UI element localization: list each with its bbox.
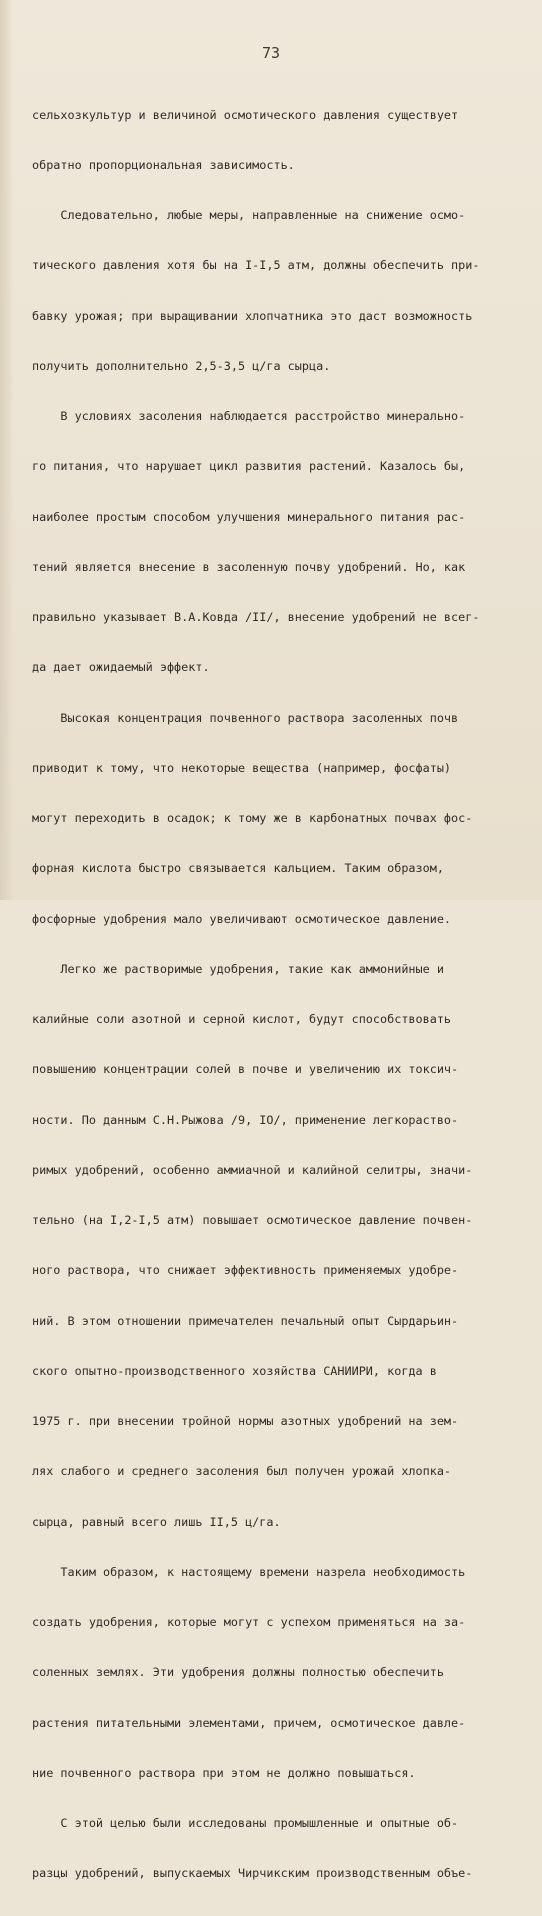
text-line: да дает ожидаемый эффект. [32,660,210,675]
text-line: ного раствора, что снижает эффективность применяемых удобре- [32,1263,459,1278]
text-line: разцы удобрений, выпускаемых Чирчикским производственным объе- [32,1866,473,1881]
text-line: Легко же растворимые удобрения, такие как аммонийные и [32,961,444,976]
text-line: бавку урожая; при выращивании хлопчатника это даст возможность [32,308,473,323]
text-line: ности. По данным С.Н.Рыжова /9, IO/, применение легкораство- [32,1112,459,1127]
text-line: С этой целью были исследованы промышленные и опытные об- [32,1816,459,1830]
page-number: 73 [262,44,281,62]
text-line: тельно (на I,2-I,5 атм) повышает осмотическое давление почвен- [32,1213,473,1227]
text-line: римых удобрений, особенно аммиачной и калийной селитры, значи- [32,1162,473,1177]
text-line: ского опытно-производственного хозяйства САНИИРИ, когда в [32,1363,437,1378]
text-line: обратно пропорциональная зависимость. [32,157,295,172]
text-line: правильно указывает В.А.Ковда /II/, внесение удобрений не всег- [32,610,480,624]
text-line: ние почвенного раствора при этом не должно повышаться. [32,1765,416,1780]
text-line: могут переходить в осадок; к тому же в карбонатных почвах фос- [32,811,473,825]
text-line: соленных землях. Эти удобрения должны полностью обеспечить [32,1665,444,1680]
text-line: фосфорные удобрения мало увеличивают осмотическое давление. [32,911,452,926]
text-line: 1975 г. при внесении тройной нормы азотных удобрений на зем- [32,1414,459,1428]
text-line: форная кислота быстро связывается кальцием. Таким образом, [32,861,444,876]
text-line: сырца, равный всего лишь II,5 ц/га. [32,1514,281,1529]
text-line: создать удобрения, которые могут с успехом применяться на за- [32,1615,466,1629]
text-line: получить дополнительно 2,5-3,5 ц/га сырца. [32,358,331,373]
text-line: растения питательными элементами, причем, осмотическое давле- [32,1715,466,1730]
text-line: приводит к тому, что некоторые вещества (например, фосфаты) [32,760,452,775]
text-line: калийные соли азотной и серной кислот, будут способствовать [32,1012,452,1026]
text-line: тического давления хотя бы на I-I,5 атм, должны обеспечить при- [32,258,480,273]
text-line: Следовательно, любые меры, направленные на снижение осмо- [32,208,466,222]
text-line: го питания, что нарушает цикл развития растений. Казалось бы, [32,459,466,474]
text-line: Высокая концентрация почвенного раствора засоленных почв [32,710,459,725]
text-line: Таким образом, к настоящему времени назрела необходимость [32,1564,466,1579]
text-line: тений является внесение в засоленную почву удобрений. Но, как [32,559,466,574]
body-text [32,73,522,1916]
text-line: В условиях засоления наблюдается расстройство минерально- [32,409,466,423]
page-fold-shadow [0,0,14,900]
text-line: ний. В этом отношении примечателен печальный опыт Сырдарьин- [32,1313,459,1328]
text-line: лях слабого и среднего засоления был получен урожай хлопка- [32,1464,452,1479]
text-line: повышению концентрации солей в почве и увеличению их токсич- [32,1062,459,1077]
text-line: наиболее простым способом улучшения минерального питания рас- [32,509,466,524]
text-line: сельхозкультур и величиной осмотического давления существует [32,107,459,122]
